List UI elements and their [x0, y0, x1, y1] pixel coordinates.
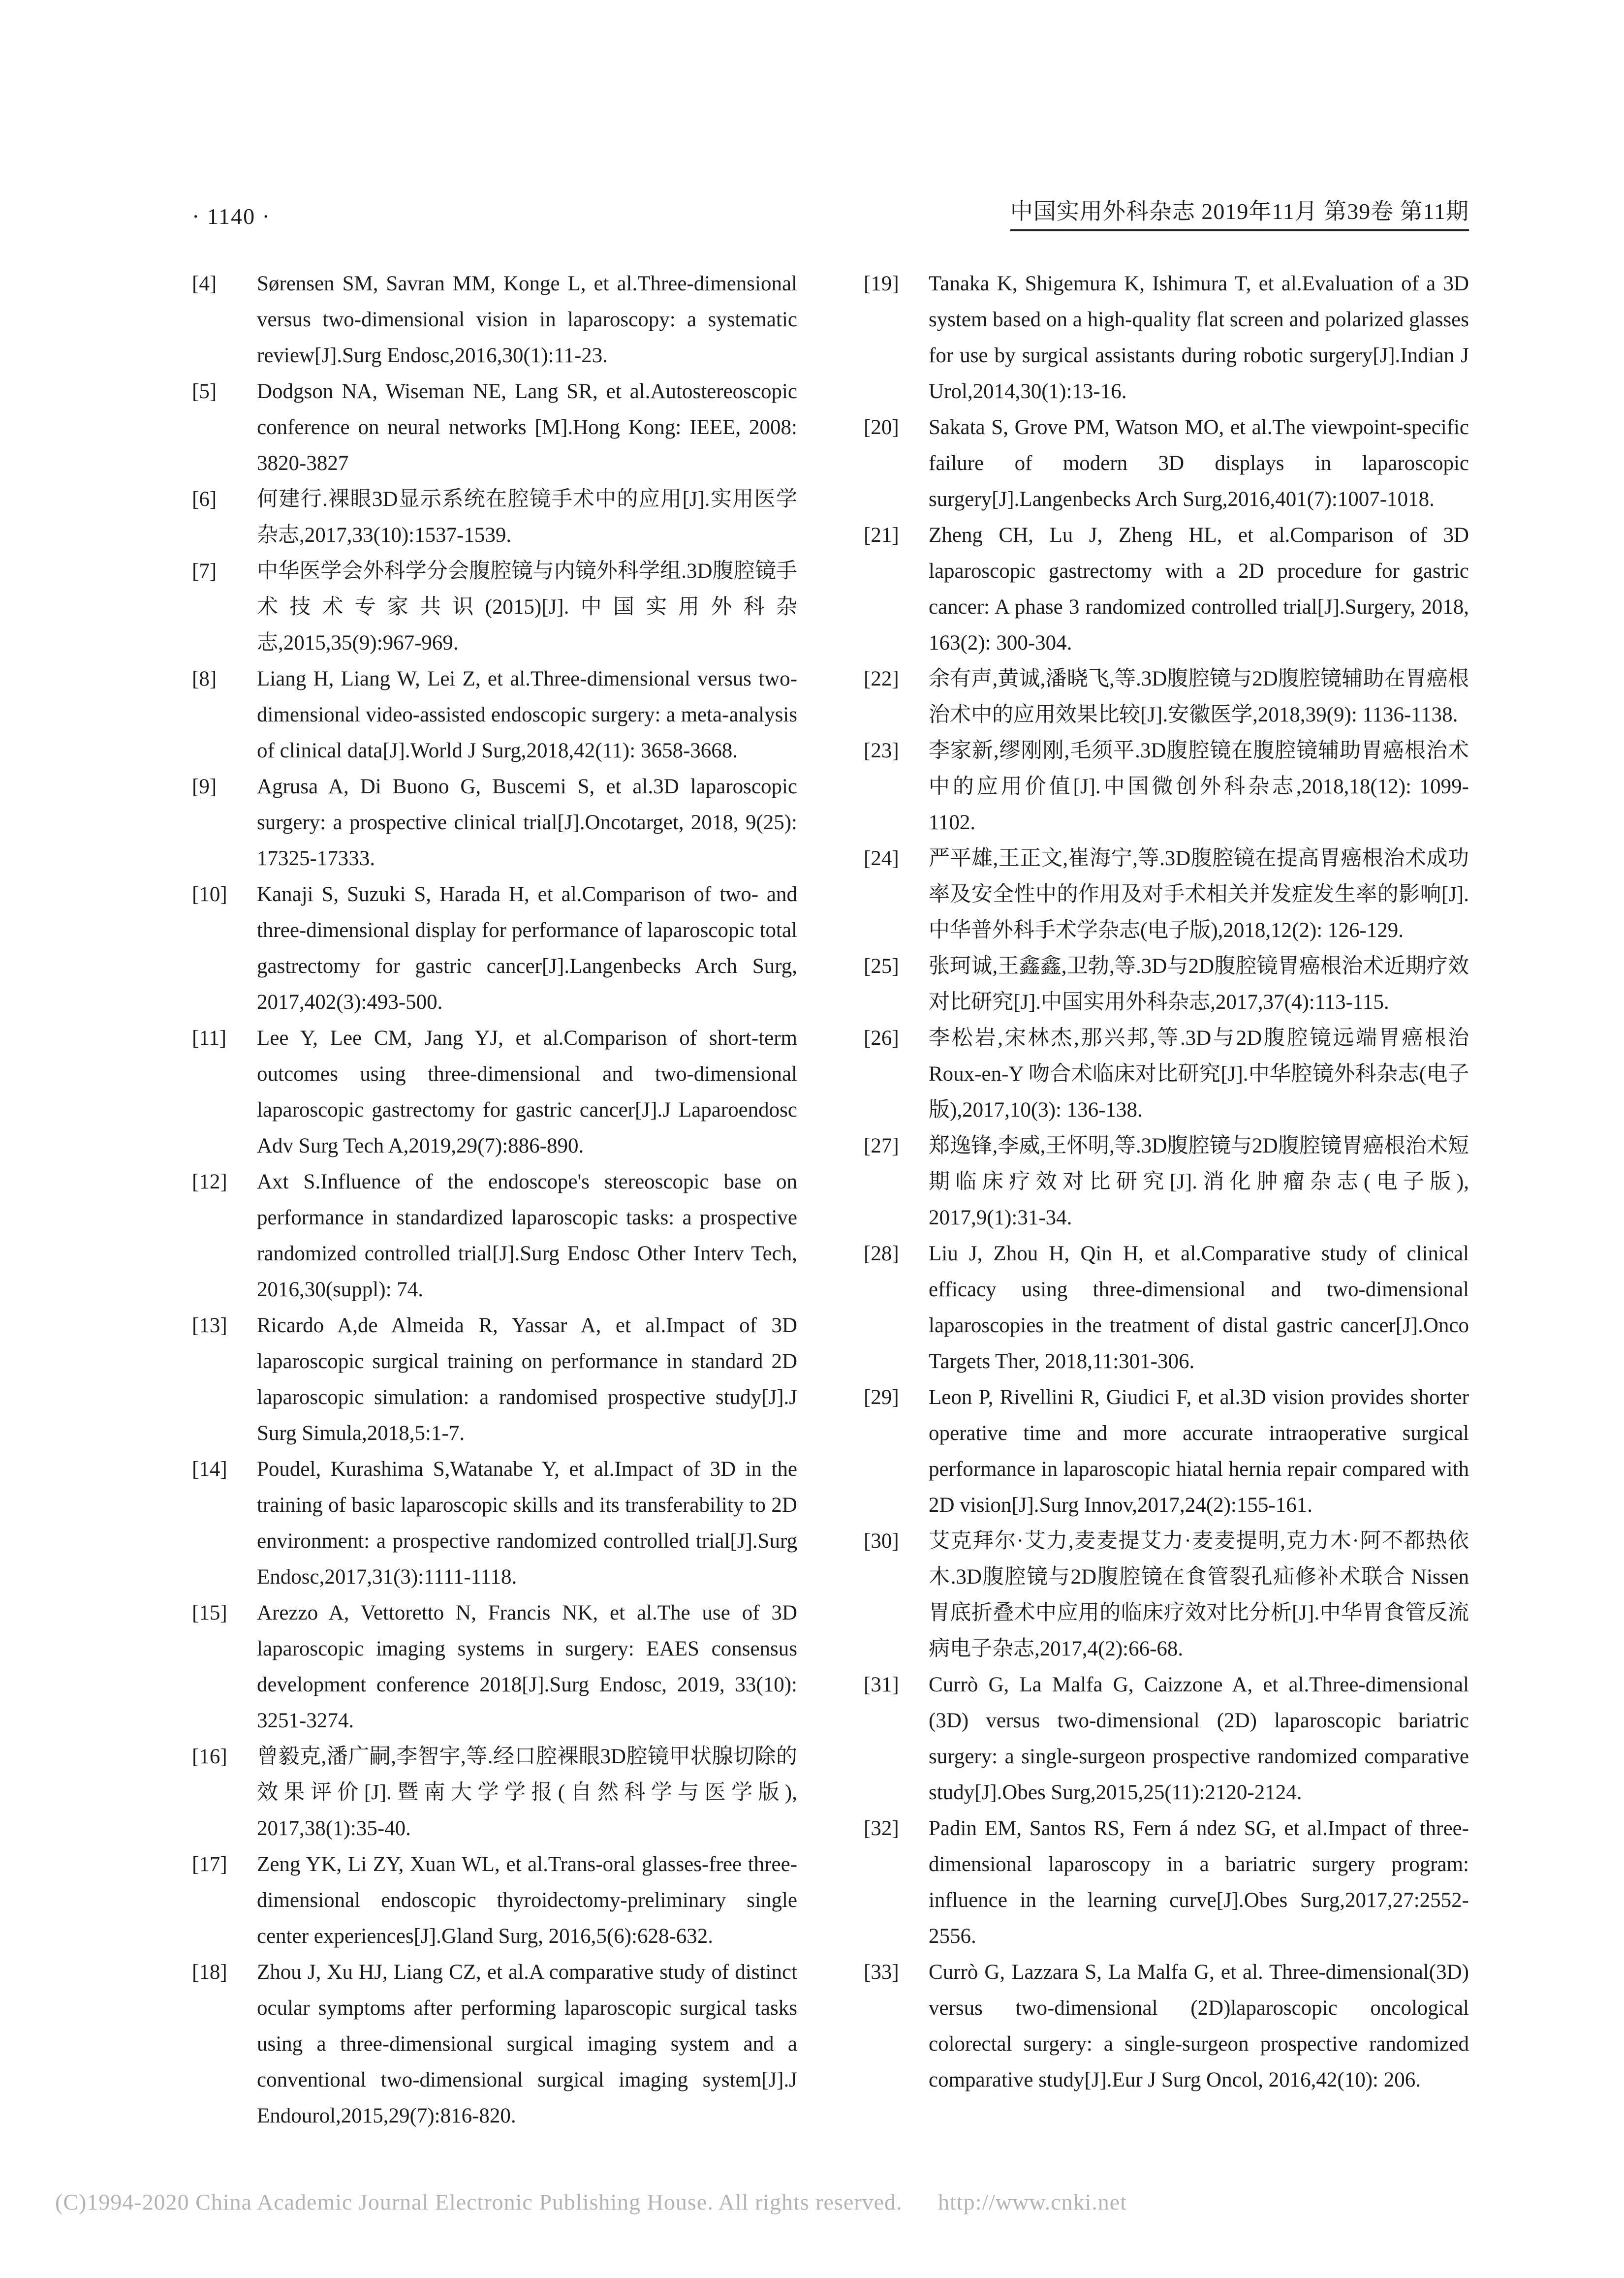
reference-item: [192, 1020, 797, 1164]
reference-list: [192, 266, 1469, 2134]
reference-number: [32]: [864, 1817, 899, 1840]
reference-item: [192, 1451, 797, 1595]
reference-item: [864, 266, 1469, 409]
reference-text: Arezzo A, Vettoretto N, Francis NK, et al.The use of 3D laparoscopic imaging systems in surgery: EAES consensus development conference 2018[J].Surg Endosc, 2019, 33(10): 3251-3274.: [257, 1601, 797, 1732]
copyright-notice: (C)1994-2020 China Academic Journal Electronic Publishing House. All rights reserved.: [55, 2189, 903, 2215]
reference-text: Zheng CH, Lu J, Zheng HL, et al.Comparison of 3D laparoscopic gastrectomy with a 2D procedure for gastric cancer: A phase 3 randomized controlled trial[J].Surgery, 2018, 163(2): 300-304.: [929, 524, 1469, 655]
reference-text: 张珂诚,王鑫鑫,卫勃,等.3D与2D腹腔镜胃癌根治术近期疗效对比研究[J].中国实用外科杂志,2017,37(4):113-115.: [929, 955, 1469, 1014]
reference-number: [21]: [864, 524, 899, 547]
reference-item: [192, 266, 797, 374]
reference-number: [5]: [192, 380, 217, 403]
reference-text: 余有声,黄诚,潘晓飞,等.3D腹腔镜与2D腹腔镜辅助在胃癌根治术中的应用效果比较[J].安徽医学,2018,39(9): 1136-1138.: [929, 667, 1469, 726]
reference-number: [12]: [192, 1170, 227, 1193]
reference-text: Lee Y, Lee CM, Jang YJ, et al.Comparison of short-term outcomes using three-dimensional and two-dimensional laparoscopic gastrectomy for gastric cancer[J].J Laparoendosc Adv Surg Tech A,2019,29(7):886-890.: [257, 1027, 797, 1157]
reference-item: [192, 553, 797, 661]
reference-text: 郑逸锋,李威,王怀明,等.3D腹腔镜与2D腹腔镜胃癌根治术短期临床疗效对比研究[J].消化肿瘤杂志(电子版), 2017,9(1):31-34.: [929, 1134, 1469, 1229]
reference-text: Liang H, Liang W, Lei Z, et al.Three-dimensional versus two-dimensional video-assisted endoscopic surgery: a meta-analysis of clinical data[J].World J Surg,2018,42(11): 3658-3668.: [257, 667, 797, 762]
reference-item: [192, 876, 797, 1020]
reference-item: [192, 1308, 797, 1451]
reference-number: [23]: [864, 739, 899, 762]
reference-text: Leon P, Rivellini R, Giudici F, et al.3D vision provides shorter operative time and more accurate intraoperative surgical performance in laparoscopic hiatal hernia repair compared with 2D vision[J].Surg Innov,2017,24(2):155-161.: [929, 1386, 1469, 1517]
reference-number: [24]: [864, 847, 899, 870]
reference-item: [192, 1846, 797, 1954]
reference-text: Liu J, Zhou H, Qin H, et al.Comparative study of clinical efficacy using three-dimensional and two-dimensional laparoscopies in the treatment of distal gastric cancer[J].Onco Targets Ther, 2018,11:301-306.: [929, 1242, 1469, 1373]
reference-number: [20]: [864, 416, 899, 439]
reference-number: [8]: [192, 667, 217, 690]
reference-item: [864, 661, 1469, 733]
reference-item: [864, 1236, 1469, 1379]
reference-text: Axt S.Influence of the endoscope's stereoscopic base on performance in standardized laparoscopic tasks: a prospective randomized controlled trial[J].Surg Endosc Other Interv Tech, 2016,30(suppl): 74.: [257, 1170, 797, 1301]
reference-column-left: [192, 266, 797, 2134]
reference-item: [864, 1667, 1469, 1810]
reference-number: [29]: [864, 1386, 899, 1409]
reference-text: Agrusa A, Di Buono G, Buscemi S, et al.3D laparoscopic surgery: a prospective clinical trial[J].Oncotarget, 2018, 9(25): 17325-17333.: [257, 775, 797, 870]
reference-text: 中华医学会外科学分会腹腔镜与内镜外科学组.3D腹腔镜手术技术专家共识(2015)[J].中国实用外科杂志,2015,35(9):967-969.: [257, 560, 797, 655]
reference-number: [33]: [864, 1961, 899, 1984]
reference-item: [192, 1954, 797, 2134]
reference-item: [192, 1595, 797, 1739]
reference-number: [19]: [864, 272, 899, 295]
reference-text: 曾毅克,潘广嗣,李智宇,等.经口腔裸眼3D腔镜甲状腺切除的效果评价[J].暨南大学学报(自然科学与医学版), 2017,38(1):35-40.: [257, 1745, 797, 1840]
reference-item: [864, 841, 1469, 948]
page-header: [192, 197, 1469, 231]
reference-text: 李松岩,宋林杰,那兴邦,等.3D与2D腹腔镜远端胃癌根治 Roux-en-Y 吻合术临床对比研究[J].中华腔镜外科杂志(电子版),2017,10(3): 136-138.: [929, 1027, 1469, 1122]
reference-number: [30]: [864, 1529, 899, 1553]
reference-text: Zeng YK, Li ZY, Xuan WL, et al.Trans-oral glasses-free three-dimensional endoscopic thyroidectomy-preliminary single center experiences[J].Gland Surg, 2016,5(6):628-632.: [257, 1853, 797, 1948]
reference-item: [192, 661, 797, 769]
reference-text: 李家新,缪刚刚,毛须平.3D腹腔镜在腹腔镜辅助胃癌根治术中的应用价值[J].中国微创外科杂志,2018,18(12): 1099-1102.: [929, 739, 1469, 834]
reference-item: [864, 1379, 1469, 1523]
reference-number: [26]: [864, 1027, 899, 1050]
reference-item: [864, 1523, 1469, 1667]
reference-text: Tanaka K, Shigemura K, Ishimura T, et al.Evaluation of a 3D system based on a high-quality flat screen and polarized glasses for use by surgical assistants during robotic surgery[J].Indian J Urol,2014,30(1):13-16.: [929, 272, 1469, 403]
reference-item: [192, 769, 797, 876]
reference-text: Ricardo A,de Almeida R, Yassar A, et al.Impact of 3D laparoscopic surgical training on performance in standard 2D laparoscopic simulation: a randomised prospective study[J].J Surg Simula,2018,5:1-7.: [257, 1314, 797, 1445]
reference-item: [864, 1810, 1469, 1954]
reference-text: Currò G, Lazzara S, La Malfa G, et al. Three-dimensional(3D) versus two-dimensional (2D)laparoscopic oncological colorectal surgery: a single-surgeon prospective randomized comparative study[J].Eur J Surg Oncol, 2016,42(10): 206.: [929, 1961, 1469, 2091]
reference-text: Sakata S, Grove PM, Watson MO, et al.The viewpoint-specific failure of modern 3D displays in laparoscopic surgery[J].Langenbecks Arch Surg,2016,401(7):1007-1018.: [929, 416, 1469, 511]
reference-item: [864, 733, 1469, 841]
reference-number: [11]: [192, 1027, 227, 1050]
reference-item: [864, 517, 1469, 661]
reference-text: 艾克拜尔·艾力,麦麦提艾力·麦麦提明,克力木·阿不都热依木.3D腹腔镜与2D腹腔镜在食管裂孔疝修补术联合 Nissen 胃底折叠术中应用的临床疗效对比分析[J].中华胃食管反流病电子杂志,2017,4(2):66-68.: [929, 1529, 1469, 1660]
reference-item: [864, 1954, 1469, 2098]
reference-number: [9]: [192, 775, 217, 798]
reference-text: Zhou J, Xu HJ, Liang CZ, et al.A comparative study of distinct ocular symptoms after performing laparoscopic surgical tasks using a three-dimensional surgical imaging system and a conventional two-dimensional surgical imaging system[J].J Endourol,2015,29(7):816-820.: [257, 1961, 797, 2127]
reference-number: [25]: [864, 955, 899, 978]
journal-issue-info: 中国实用外科杂志 2019年11月 第39卷 第11期: [1010, 197, 1469, 231]
reference-item: [192, 1164, 797, 1308]
reference-number: [22]: [864, 667, 899, 690]
reference-item: [864, 409, 1469, 517]
reference-number: [7]: [192, 560, 217, 583]
reference-number: [28]: [864, 1242, 899, 1265]
reference-text: Padin EM, Santos RS, Fern á ndez SG, et al.Impact of three-dimensional laparoscopy in a bariatric surgery program: influence in the learning curve[J].Obes Surg,2017,27:2552-2556.: [929, 1817, 1469, 1948]
reference-item: [864, 1128, 1469, 1236]
reference-number: [31]: [864, 1673, 899, 1696]
reference-text: Currò G, La Malfa G, Caizzone A, et al.Three-dimensional (3D) versus two-dimensional (2D) laparoscopic bariatric surgery: a single-surgeon prospective randomized comparative study[J].Obes Surg,2015,25(11):2120-2124.: [929, 1673, 1469, 1804]
page-number: · 1140 ·: [192, 204, 271, 229]
reference-text: Kanaji S, Suzuki S, Harada H, et al.Comparison of two- and three-dimensional display for performance of laparoscopic total gastrectomy for gastric cancer[J].Langenbecks Arch Surg, 2017,402(3):493-500.: [257, 883, 797, 1014]
reference-number: [27]: [864, 1134, 899, 1157]
reference-text: Sørensen SM, Savran MM, Konge L, et al.Three-dimensional versus two-dimensional vision in laparoscopy: a systematic review[J].Surg Endosc,2016,30(1):11-23.: [257, 272, 797, 367]
cnki-url: http://www.cnki.net: [938, 2189, 1127, 2215]
reference-item: [192, 374, 797, 481]
reference-text: 严平雄,王正文,崔海宁,等.3D腹腔镜在提高胃癌根治术成功率及安全性中的作用及对手术相关并发症发生率的影响[J].中华普外科手术学杂志(电子版),2018,12(2): 126-129.: [929, 847, 1469, 942]
reference-number: [14]: [192, 1458, 227, 1481]
reference-number: [16]: [192, 1745, 227, 1768]
reference-number: [10]: [192, 883, 227, 906]
reference-column-right: [864, 266, 1469, 2134]
reference-number: [6]: [192, 488, 217, 511]
reference-item: [864, 948, 1469, 1020]
reference-text: 何建行.裸眼3D显示系统在腔镜手术中的应用[J].实用医学杂志,2017,33(10):1537-1539.: [257, 488, 797, 547]
reference-item: [192, 481, 797, 553]
reference-item: [192, 1739, 797, 1846]
reference-text: Poudel, Kurashima S,Watanabe Y, et al.Impact of 3D in the training of basic laparoscopic skills and its transferability to 2D environment: a prospective randomized controlled trial[J].Surg Endosc,2017,31(3):1111-1118.: [257, 1458, 797, 1589]
reference-number: [15]: [192, 1601, 227, 1624]
reference-number: [4]: [192, 272, 217, 295]
reference-text: Dodgson NA, Wiseman NE, Lang SR, et al.Autostereoscopic conference on neural networks [M].Hong Kong: IEEE, 2008: 3820-3827: [257, 380, 797, 475]
reference-number: [13]: [192, 1314, 227, 1337]
reference-number: [18]: [192, 1961, 227, 1984]
page-footer: [55, 2189, 1127, 2215]
reference-item: [864, 1020, 1469, 1128]
reference-number: [17]: [192, 1853, 227, 1876]
